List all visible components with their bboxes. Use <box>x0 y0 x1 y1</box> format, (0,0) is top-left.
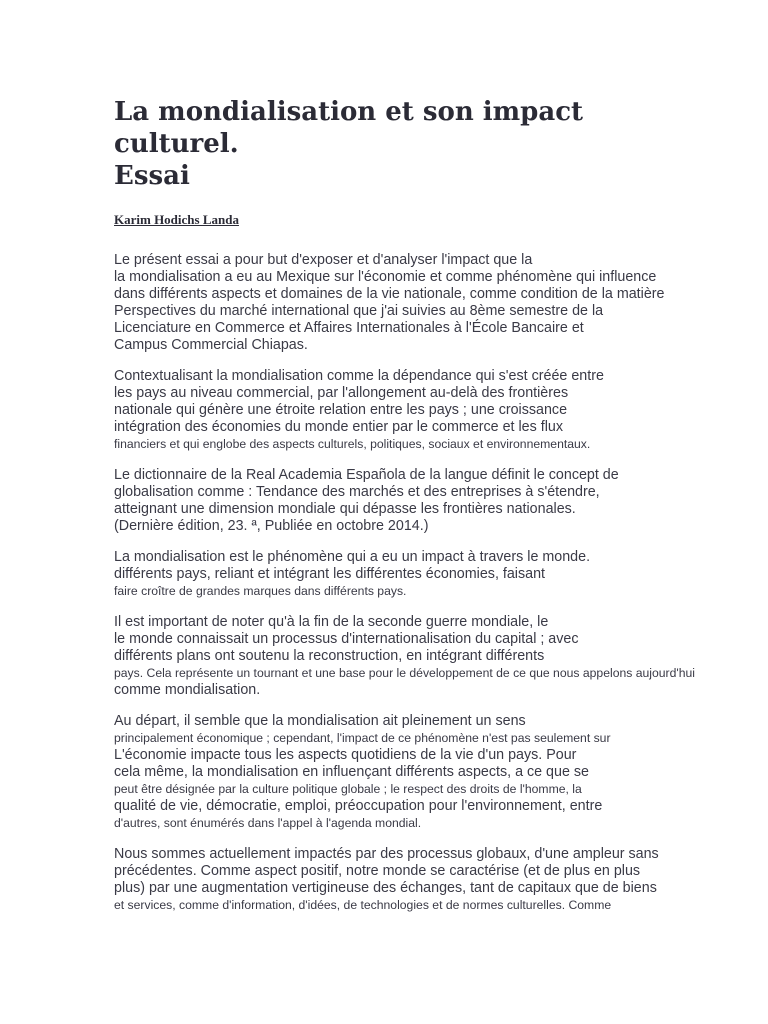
paragraph-line: différents pays, reliant et intégrant les différentes économies, faisant <box>114 566 546 582</box>
paragraph-line: la mondialisation a eu au Mexique sur l'économie et comme phénomène qui influence <box>114 269 657 285</box>
author-name: Karim Hodichs Landa <box>114 212 239 227</box>
paragraph-line: le monde connaissait un processus d'internationalisation du capital ; avec <box>114 631 579 647</box>
paragraph-line: Nous sommes actuellement impactés par des processus globaux, d'une ampleur sans <box>114 846 659 862</box>
paragraph <box>114 252 714 354</box>
paragraph-line: principalement économique ; cependant, l'impact de ce phénomène n'est pas seulement sur <box>114 731 611 745</box>
paragraph <box>114 846 714 914</box>
title-line: La mondialisation et son impact culturel. <box>114 97 584 159</box>
paragraph-line: qualité de vie, démocratie, emploi, préoccupation pour l'environnement, entre <box>114 798 603 814</box>
paragraph-line: peut être désignée par la culture politique globale ; le respect des droits de l'homme, la <box>114 782 582 796</box>
paragraph-line: comme mondialisation. <box>114 682 261 698</box>
paragraph-line: d'autres, sont énumérés dans l'appel à l'agenda mondial. <box>114 816 422 830</box>
paragraph-line: Au départ, il semble que la mondialisation ait pleinement un sens <box>114 713 526 729</box>
document-page <box>114 96 714 914</box>
paragraph-line: La mondialisation est le phénomène qui a eu un impact à travers le monde. <box>114 549 591 565</box>
paragraph-line: Campus Commercial Chiapas. <box>114 337 308 353</box>
paragraph-line: différents plans ont soutenu la reconstruction, en intégrant différents <box>114 648 545 664</box>
paragraph-line: intégration des économies du monde entier par le commerce et les flux <box>114 419 563 435</box>
paragraph <box>114 467 714 535</box>
paragraph-line: Contextualisant la mondialisation comme la dépendance qui s'est créée entre <box>114 368 604 384</box>
paragraph-line: L'économie impacte tous les aspects quotidiens de la vie d'un pays. Pour <box>114 747 577 763</box>
paragraph-line: les pays au niveau commercial, par l'allongement au-delà des frontières <box>114 385 569 401</box>
paragraph-line: (Dernière édition, 23. ª, Publiée en octobre 2014.) <box>114 518 429 534</box>
paragraph-line: Perspectives du marché international que j'ai suivies au 8ème semestre de la <box>114 303 604 319</box>
paragraph-line: atteignant une dimension mondiale qui dépasse les frontières nationales. <box>114 501 576 517</box>
paragraph-line: globalisation comme : Tendance des marchés et des entreprises à s'étendre, <box>114 484 600 500</box>
paragraph <box>114 614 714 699</box>
paragraph-line: plus) par une augmentation vertigineuse des échanges, tant de capitaux que de biens <box>114 880 657 896</box>
paragraph-line: Le dictionnaire de la Real Academia Española de la langue définit le concept de <box>114 467 619 483</box>
paragraph-line: nationale qui génère une étroite relation entre les pays ; une croissance <box>114 402 568 418</box>
paragraph-line: Il est important de noter qu'à la fin de la seconde guerre mondiale, le <box>114 614 549 630</box>
paragraph-line: faire croître de grandes marques dans différents pays. <box>114 584 407 598</box>
paragraph-line: dans différents aspects et domaines de la vie nationale, comme condition de la matière <box>114 286 665 302</box>
paragraph-line: financiers et qui englobe des aspects culturels, politiques, sociaux et environnementaux. <box>114 437 591 451</box>
paragraph-line: cela même, la mondialisation en influençant différents aspects, a ce que se <box>114 764 589 780</box>
paragraph-line: et services, comme d'information, d'idées, de technologies et de normes culturelles. Comme <box>114 898 612 912</box>
paragraph-line: Le présent essai a pour but d'exposer et d'analyser l'impact que la <box>114 252 533 268</box>
paragraph <box>114 549 714 600</box>
paragraph-line: précédentes. Comme aspect positif, notre monde se caractérise (et de plus en plus <box>114 863 641 879</box>
paragraph-line: Licenciature en Commerce et Affaires Internationales à l'École Bancaire et <box>114 320 584 336</box>
document-title <box>114 96 714 192</box>
document-body <box>114 252 714 914</box>
paragraph <box>114 713 714 832</box>
paragraph-line: pays. Cela représente un tournant et une base pour le développement de ce que nous appelons aujourd'hui <box>114 666 695 680</box>
title-line: Essai <box>114 161 190 191</box>
paragraph <box>114 368 714 453</box>
